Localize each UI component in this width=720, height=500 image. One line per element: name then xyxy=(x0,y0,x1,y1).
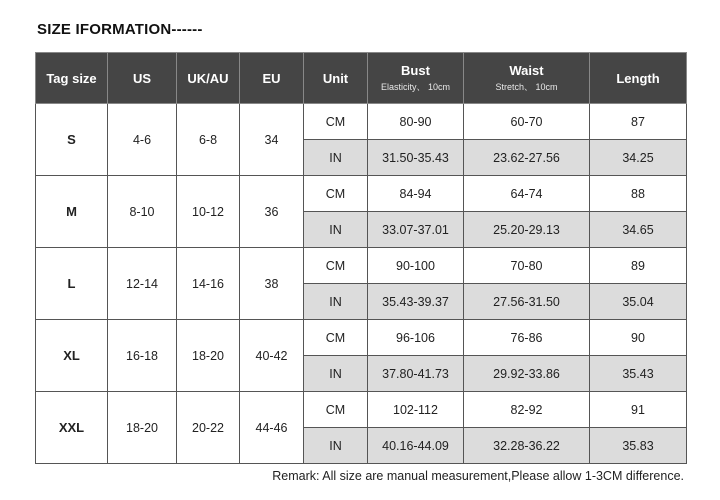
length-cell: 90 xyxy=(590,320,687,356)
header-unit: Unit xyxy=(304,53,368,104)
uk-au-size-cell: 14-16 xyxy=(177,248,240,320)
tag-size-cell: M xyxy=(36,176,108,248)
page-title: SIZE IFORMATION------ xyxy=(37,21,203,38)
unit-cell: IN xyxy=(304,356,368,392)
length-cell: 35.83 xyxy=(590,428,687,464)
table-row xyxy=(36,176,687,212)
bust-cell: 96-106 xyxy=(368,320,464,356)
bust-cell: 31.50-35.43 xyxy=(368,140,464,176)
unit-cell: CM xyxy=(304,176,368,212)
length-cell: 91 xyxy=(590,392,687,428)
bust-cell: 40.16-44.09 xyxy=(368,428,464,464)
header-uk-au: UK/AU xyxy=(177,53,240,104)
waist-cell: 23.62-27.56 xyxy=(464,140,590,176)
tag-size-cell: XL xyxy=(36,320,108,392)
eu-size-cell: 38 xyxy=(240,248,304,320)
unit-cell: CM xyxy=(304,320,368,356)
us-size-cell: 12-14 xyxy=(108,248,177,320)
length-cell: 34.25 xyxy=(590,140,687,176)
bust-cell: 80-90 xyxy=(368,104,464,140)
tag-size-cell: S xyxy=(36,104,108,176)
unit-cell: CM xyxy=(304,248,368,284)
unit-cell: CM xyxy=(304,104,368,140)
waist-cell: 32.28-36.22 xyxy=(464,428,590,464)
uk-au-size-cell: 6-8 xyxy=(177,104,240,176)
header-waist xyxy=(464,53,590,104)
bust-cell: 35.43-39.37 xyxy=(368,284,464,320)
us-size-cell: 4-6 xyxy=(108,104,177,176)
length-cell: 34.65 xyxy=(590,212,687,248)
us-size-cell: 18-20 xyxy=(108,392,177,464)
waist-cell: 70-80 xyxy=(464,248,590,284)
unit-cell: IN xyxy=(304,428,368,464)
length-cell: 89 xyxy=(590,248,687,284)
header-bust xyxy=(368,53,464,104)
waist-cell: 27.56-31.50 xyxy=(464,284,590,320)
unit-cell: IN xyxy=(304,140,368,176)
size-chart-table xyxy=(35,52,687,464)
bust-cell: 90-100 xyxy=(368,248,464,284)
table-row xyxy=(36,248,687,284)
waist-cell: 60-70 xyxy=(464,104,590,140)
header-waist-label: Waist xyxy=(509,63,544,78)
length-cell: 87 xyxy=(590,104,687,140)
table-row xyxy=(36,320,687,356)
eu-size-cell: 36 xyxy=(240,176,304,248)
uk-au-size-cell: 20-22 xyxy=(177,392,240,464)
remark-note: Remark: All size are manual measurement,Please allow 1-3CM difference. xyxy=(272,469,684,483)
waist-cell: 64-74 xyxy=(464,176,590,212)
table-header xyxy=(36,53,687,104)
bust-cell: 37.80-41.73 xyxy=(368,356,464,392)
waist-cell: 82-92 xyxy=(464,392,590,428)
header-bust-subtitle: Elasticity、 10cm xyxy=(380,82,451,92)
length-cell: 35.04 xyxy=(590,284,687,320)
unit-cell: IN xyxy=(304,284,368,320)
waist-cell: 25.20-29.13 xyxy=(464,212,590,248)
eu-size-cell: 40-42 xyxy=(240,320,304,392)
header-tag-size: Tag size xyxy=(36,53,108,104)
us-size-cell: 8-10 xyxy=(108,176,177,248)
unit-cell: IN xyxy=(304,212,368,248)
length-cell: 35.43 xyxy=(590,356,687,392)
table-row xyxy=(36,392,687,428)
bust-cell: 84-94 xyxy=(368,176,464,212)
header-us: US xyxy=(108,53,177,104)
table-body xyxy=(36,104,687,464)
length-cell: 88 xyxy=(590,176,687,212)
uk-au-size-cell: 18-20 xyxy=(177,320,240,392)
tag-size-cell: XXL xyxy=(36,392,108,464)
unit-cell: CM xyxy=(304,392,368,428)
header-waist-subtitle: Stretch、 10cm xyxy=(495,82,558,92)
header-eu: EU xyxy=(240,53,304,104)
header-length: Length xyxy=(590,53,687,104)
bust-cell: 102-112 xyxy=(368,392,464,428)
waist-cell: 76-86 xyxy=(464,320,590,356)
table-row xyxy=(36,104,687,140)
tag-size-cell: L xyxy=(36,248,108,320)
eu-size-cell: 34 xyxy=(240,104,304,176)
eu-size-cell: 44-46 xyxy=(240,392,304,464)
us-size-cell: 16-18 xyxy=(108,320,177,392)
waist-cell: 29.92-33.86 xyxy=(464,356,590,392)
header-bust-label: Bust xyxy=(401,63,430,78)
bust-cell: 33.07-37.01 xyxy=(368,212,464,248)
uk-au-size-cell: 10-12 xyxy=(177,176,240,248)
